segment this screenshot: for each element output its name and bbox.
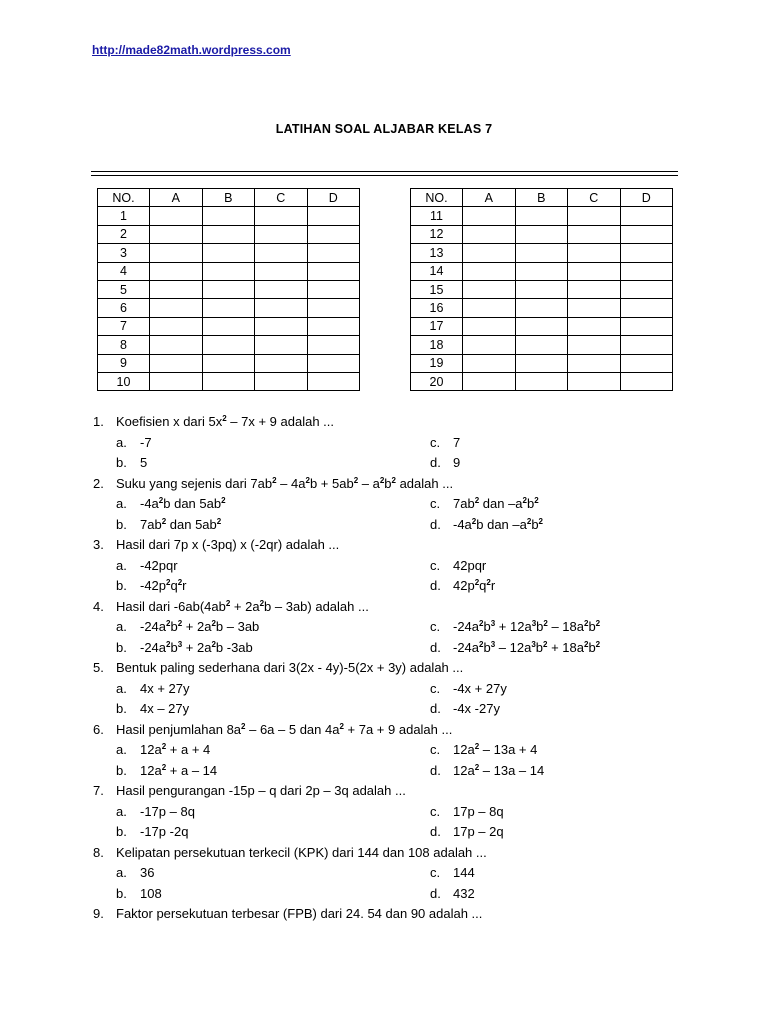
answer-cell[interactable] [463, 372, 516, 390]
option-row [0, 638, 768, 658]
question-number: 7. [93, 783, 104, 798]
question-number: 5. [93, 660, 104, 675]
answer-cell[interactable] [620, 225, 673, 243]
option-row [0, 617, 768, 637]
answer-row [98, 354, 360, 372]
option-text: 42pqr [453, 558, 487, 573]
answer-cell[interactable] [568, 280, 621, 298]
answer-cell[interactable] [307, 317, 360, 335]
option-text: $12a^2 + a - 14$ [140, 763, 218, 778]
answer-cell[interactable] [150, 225, 203, 243]
answer-cell[interactable] [463, 299, 516, 317]
answer-cell[interactable] [515, 207, 568, 225]
question-text: Hasil dari 7p x (-3pq) x (-2qr) adalah ... [116, 537, 340, 552]
answer-cell[interactable] [307, 354, 360, 372]
answer-row [411, 299, 673, 317]
answer-cell[interactable] [255, 372, 308, 390]
answer-cell[interactable] [150, 280, 203, 298]
option-letter: b. [116, 763, 127, 778]
row-number-cell: 9 [98, 354, 150, 372]
question-item [0, 781, 768, 801]
option-text: -42pqr [140, 558, 178, 573]
option-row [0, 822, 768, 842]
option-text: -7 [140, 435, 152, 450]
row-number-cell: 1 [98, 207, 150, 225]
row-number-cell: 2 [98, 225, 150, 243]
row-number-cell: 12 [411, 225, 463, 243]
option-text: $7ab^2$ dan $-a^2b^2$ [453, 496, 539, 511]
answer-cell[interactable] [202, 354, 255, 372]
option-text: -17p -2q [140, 824, 189, 839]
header-cell: D [307, 189, 360, 207]
answer-cell[interactable] [515, 280, 568, 298]
answer-table-right [410, 188, 673, 391]
option-letter: b. [116, 578, 127, 593]
option-text: $-4a^2b$ dan $5ab^2$ [140, 496, 226, 511]
answer-cell[interactable] [202, 336, 255, 354]
question-number: 2. [93, 476, 104, 491]
answer-row [411, 225, 673, 243]
answer-cell[interactable] [463, 244, 516, 262]
answer-row [411, 262, 673, 280]
question-item [0, 535, 768, 555]
row-number-cell: 3 [98, 244, 150, 262]
option-text: $12a^2 + a + 4$ [140, 742, 211, 757]
option-text: $7ab^2$ dan $5ab^2$ [140, 517, 222, 532]
answer-row [98, 280, 360, 298]
answer-cell[interactable] [150, 336, 203, 354]
answer-cell[interactable] [202, 207, 255, 225]
answer-cell[interactable] [202, 317, 255, 335]
row-number-cell: 17 [411, 317, 463, 335]
answer-cell[interactable] [568, 225, 621, 243]
option-letter: a. [116, 742, 127, 757]
question-item [0, 720, 768, 740]
answer-cell[interactable] [568, 207, 621, 225]
option-text: 144 [453, 865, 475, 880]
question-text: Hasil dari $-6ab(4ab^2 + 2a^2b - 3ab)$ adalah ... [116, 599, 369, 614]
answer-cell[interactable] [568, 354, 621, 372]
option-letter: c. [430, 742, 441, 757]
answer-row [411, 317, 673, 335]
answer-cell[interactable] [255, 280, 308, 298]
option-row [0, 576, 768, 596]
option-row [0, 679, 768, 699]
answer-row [411, 244, 673, 262]
option-letter: b. [116, 517, 127, 532]
answer-row [411, 280, 673, 298]
option-letter: a. [116, 804, 127, 819]
answer-cell[interactable] [568, 317, 621, 335]
header-cell: B [202, 189, 255, 207]
answer-cell[interactable] [515, 225, 568, 243]
answer-cell[interactable] [620, 280, 673, 298]
option-letter: c. [430, 435, 441, 450]
option-letter: d. [430, 824, 441, 839]
row-number-cell: 14 [411, 262, 463, 280]
answer-cell[interactable] [202, 280, 255, 298]
option-row [0, 740, 768, 760]
answer-cell[interactable] [307, 372, 360, 390]
option-text: 4x – 27y [140, 701, 190, 716]
row-number-cell: 10 [98, 372, 150, 390]
option-text: 17p – 2q [453, 824, 504, 839]
answer-cell[interactable] [463, 280, 516, 298]
answer-cell[interactable] [150, 317, 203, 335]
option-letter: b. [116, 824, 127, 839]
option-letter: a. [116, 496, 127, 511]
answer-cell[interactable] [620, 244, 673, 262]
answer-row [98, 317, 360, 335]
answer-cell[interactable] [150, 262, 203, 280]
answer-cell[interactable] [515, 354, 568, 372]
answer-cell[interactable] [202, 262, 255, 280]
answer-cell[interactable] [568, 299, 621, 317]
option-letter: d. [430, 640, 441, 655]
option-letter: b. [116, 886, 127, 901]
row-number-cell: 19 [411, 354, 463, 372]
row-number-cell: 6 [98, 299, 150, 317]
answer-row [98, 336, 360, 354]
answer-row [411, 372, 673, 390]
question-text: Suku yang sejenis dari $7ab^2 - 4a^2b + 5ab^2 - a^2b^2$ adalah ... [116, 476, 454, 491]
answer-cell[interactable] [202, 225, 255, 243]
answer-cell[interactable] [515, 372, 568, 390]
answer-cell[interactable] [255, 317, 308, 335]
option-text: 36 [140, 865, 155, 880]
row-number-cell: 15 [411, 280, 463, 298]
answer-cell[interactable] [150, 207, 203, 225]
answer-cell[interactable] [307, 225, 360, 243]
answer-row [98, 372, 360, 390]
header-cell: C [255, 189, 308, 207]
answer-cell[interactable] [202, 299, 255, 317]
answer-cell[interactable] [255, 262, 308, 280]
answer-cell[interactable] [463, 262, 516, 280]
question-text: Kelipatan persekutuan terkecil (KPK) dari 144 dan 108 adalah ... [116, 845, 487, 860]
question-item [0, 597, 768, 617]
page-title: LATIHAN SOAL ALJABAR KELAS 7 [275, 122, 493, 136]
option-letter: d. [430, 578, 441, 593]
answer-cell[interactable] [255, 354, 308, 372]
row-number-cell: 20 [411, 372, 463, 390]
option-letter: b. [116, 455, 127, 470]
answer-cell[interactable] [620, 354, 673, 372]
option-row [0, 802, 768, 822]
option-text: $-24a^2b^3 + 12a^3b^2 - 18a^2b^2$ [453, 619, 601, 634]
option-letter: a. [116, 619, 127, 634]
answer-cell[interactable] [255, 336, 308, 354]
option-row [0, 761, 768, 781]
answer-cell[interactable] [255, 207, 308, 225]
option-text: 17p – 8q [453, 804, 504, 819]
source-url-link[interactable]: http://made82math.wordpress.com [92, 43, 291, 57]
answer-cell[interactable] [515, 317, 568, 335]
answer-cell[interactable] [515, 244, 568, 262]
option-letter: d. [430, 701, 441, 716]
answer-cell[interactable] [568, 336, 621, 354]
question-number: 6. [93, 722, 104, 737]
answer-cell[interactable] [463, 207, 516, 225]
answer-cell[interactable] [463, 354, 516, 372]
option-letter: a. [116, 435, 127, 450]
answer-cell[interactable] [255, 244, 308, 262]
header-cell: NO. [98, 189, 150, 207]
answer-cell[interactable] [463, 336, 516, 354]
option-letter: d. [430, 886, 441, 901]
option-text: $-4a^2b$ dan $-a^2b^2$ [453, 517, 543, 532]
option-text: -4x + 27y [453, 681, 507, 696]
row-number-cell: 7 [98, 317, 150, 335]
option-text: $-24a^2b^3 + 2a^2b$ -3ab [140, 640, 253, 655]
row-number-cell: 5 [98, 280, 150, 298]
option-text: 108 [140, 886, 162, 901]
option-row [0, 433, 768, 453]
question-item [0, 843, 768, 863]
answer-cell[interactable] [463, 225, 516, 243]
question-text: Bentuk paling sederhana dari 3(2x - 4y)-5(2x + 3y) adalah ... [116, 660, 464, 675]
answer-cell[interactable] [202, 372, 255, 390]
answer-cell[interactable] [620, 336, 673, 354]
question-item [0, 412, 768, 432]
question-text: Koefisien x dari $5x^2 - 7x + 9$ adalah ... [116, 414, 335, 429]
answer-cell[interactable] [515, 299, 568, 317]
header-cell: D [620, 189, 673, 207]
answer-cell[interactable] [150, 354, 203, 372]
answer-cell[interactable] [515, 262, 568, 280]
option-text: $12a^2 - 13a - 14$ [453, 763, 545, 778]
option-row [0, 556, 768, 576]
option-letter: c. [430, 619, 441, 634]
option-letter: d. [430, 455, 441, 470]
option-letter: a. [116, 558, 127, 573]
question-number: 4. [93, 599, 104, 614]
answer-row [98, 299, 360, 317]
answer-cell[interactable] [620, 372, 673, 390]
answer-cell[interactable] [620, 207, 673, 225]
question-text: Faktor persekutuan terbesar (FPB) dari 24. 54 dan 90 adalah ... [116, 906, 483, 921]
option-letter: c. [430, 865, 441, 880]
option-text: 5 [140, 455, 148, 470]
question-item [0, 474, 768, 494]
row-number-cell: 4 [98, 262, 150, 280]
answer-cell[interactable] [255, 225, 308, 243]
option-letter: c. [430, 804, 441, 819]
answer-cell[interactable] [255, 299, 308, 317]
answer-row [98, 225, 360, 243]
question-number: 9. [93, 906, 104, 921]
option-row [0, 453, 768, 473]
option-text: $42p^2q^2r$ [453, 578, 496, 593]
answer-row [411, 207, 673, 225]
answer-table-left [97, 188, 360, 391]
option-letter: b. [116, 640, 127, 655]
header-cell: A [150, 189, 203, 207]
answer-cell[interactable] [620, 317, 673, 335]
header-cell: A [463, 189, 516, 207]
option-text: $-24a^2b^2 + 2a^2b - 3ab$ [140, 619, 260, 634]
option-text: 7 [453, 435, 461, 450]
answer-row [98, 207, 360, 225]
option-letter: a. [116, 681, 127, 696]
row-number-cell: 8 [98, 336, 150, 354]
option-letter: c. [430, 558, 441, 573]
answer-cell[interactable] [307, 336, 360, 354]
answer-cell[interactable] [150, 299, 203, 317]
title-divider-thick [91, 175, 678, 176]
option-letter: c. [430, 496, 441, 511]
question-text: Hasil penjumlahan $8a^2 - 6a - 5$ dan $4a^2 + 7a + 9$ adalah ... [116, 722, 453, 737]
answer-row [411, 354, 673, 372]
header-cell: NO. [411, 189, 463, 207]
answer-cell[interactable] [307, 207, 360, 225]
option-text: $-24a^2b^3 - 12a^3b^2 + 18a^2b^2$ [453, 640, 601, 655]
question-number: 8. [93, 845, 104, 860]
option-row [0, 699, 768, 719]
answer-cell[interactable] [202, 244, 255, 262]
answer-cell[interactable] [620, 299, 673, 317]
answer-cell[interactable] [307, 244, 360, 262]
option-letter: c. [430, 681, 441, 696]
row-number-cell: 11 [411, 207, 463, 225]
option-text: -4x -27y [453, 701, 500, 716]
answer-cell[interactable] [515, 336, 568, 354]
option-row [0, 515, 768, 535]
answer-cell[interactable] [150, 244, 203, 262]
answer-cell[interactable] [307, 262, 360, 280]
question-item [0, 904, 768, 924]
option-text: -17p – 8q [140, 804, 195, 819]
option-row [0, 863, 768, 883]
option-text: 432 [453, 886, 475, 901]
answer-cell[interactable] [568, 372, 621, 390]
option-text: $-42p^2q^2r$ [140, 578, 187, 593]
answer-cell[interactable] [307, 299, 360, 317]
question-number: 1. [93, 414, 104, 429]
option-letter: a. [116, 865, 127, 880]
question-number: 3. [93, 537, 104, 552]
option-text: 4x + 27y [140, 681, 190, 696]
option-letter: d. [430, 763, 441, 778]
question-text: Hasil pengurangan -15p – q dari 2p – 3q adalah ... [116, 783, 406, 798]
title-divider-thin [91, 171, 678, 172]
option-row [0, 884, 768, 904]
answer-row [98, 244, 360, 262]
answer-row [411, 336, 673, 354]
option-row [0, 494, 768, 514]
answer-cell[interactable] [568, 262, 621, 280]
header-cell: B [515, 189, 568, 207]
answer-cell[interactable] [463, 317, 516, 335]
answer-cell[interactable] [568, 244, 621, 262]
option-text: $12a^2 - 13a + 4$ [453, 742, 538, 757]
option-letter: d. [430, 517, 441, 532]
answer-cell[interactable] [307, 280, 360, 298]
row-number-cell: 16 [411, 299, 463, 317]
answer-cell[interactable] [620, 262, 673, 280]
row-number-cell: 18 [411, 336, 463, 354]
option-text: 9 [453, 455, 461, 470]
row-number-cell: 13 [411, 244, 463, 262]
answer-cell[interactable] [150, 372, 203, 390]
header-cell: C [568, 189, 621, 207]
question-item [0, 658, 768, 678]
answer-row [98, 262, 360, 280]
option-letter: b. [116, 701, 127, 716]
